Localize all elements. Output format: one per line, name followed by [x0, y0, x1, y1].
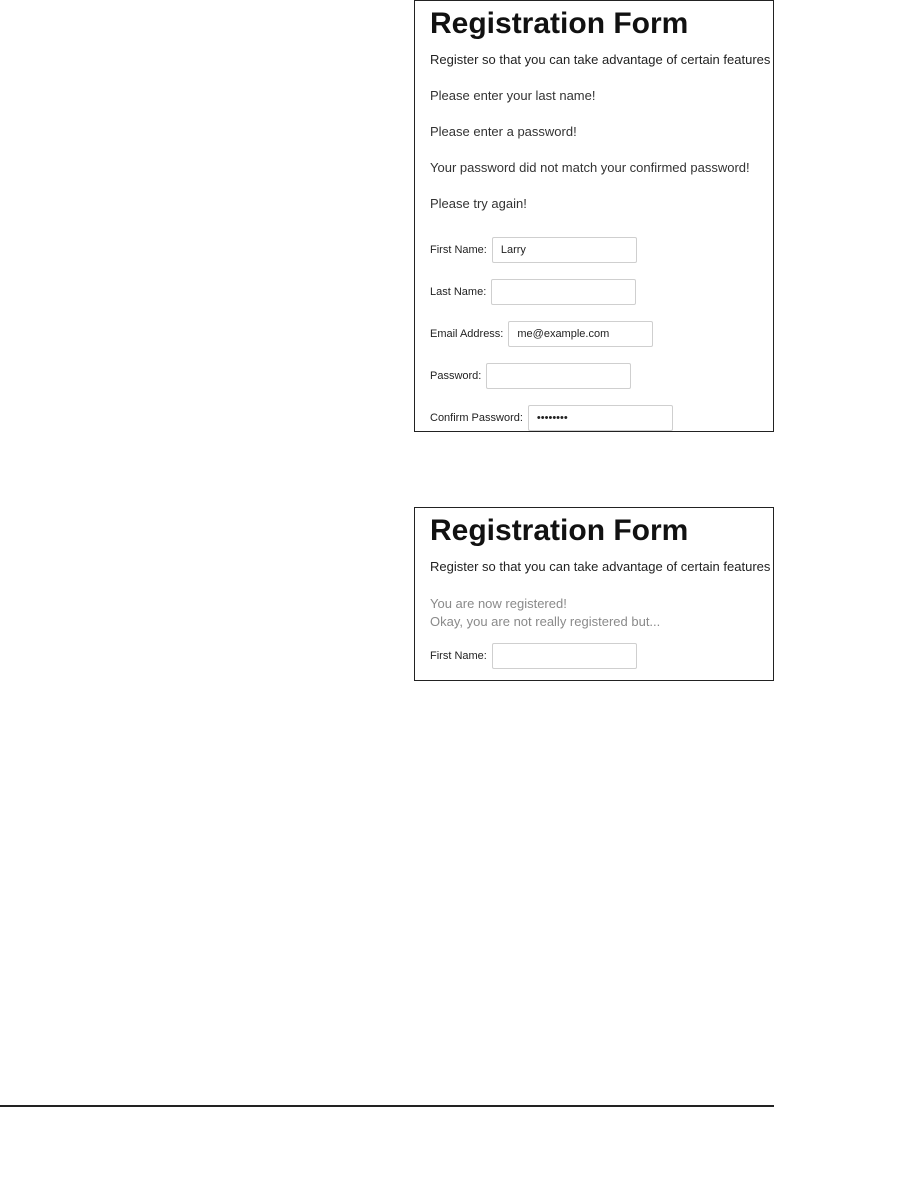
last-name-row — [430, 279, 773, 305]
password-label: Password: — [430, 370, 482, 382]
first-name-input[interactable] — [492, 237, 637, 263]
success-message — [430, 595, 773, 631]
page-title: Registration Form — [430, 514, 689, 547]
registration-form-success-panel — [414, 507, 774, 681]
confirm-password-input[interactable] — [528, 405, 673, 431]
password-input[interactable] — [486, 363, 631, 389]
page-divider — [0, 1105, 774, 1107]
confirm-password-row — [430, 405, 773, 431]
first-name-label: First Name: — [430, 244, 487, 256]
error-message: Please enter a password! — [430, 124, 577, 139]
error-message: Your password did not match your confirmed password! — [430, 160, 750, 175]
success-line: You are now registered! — [430, 596, 567, 611]
confirm-password-label: Confirm Password: — [430, 412, 523, 424]
form-content — [415, 1, 773, 431]
email-input[interactable] — [508, 321, 653, 347]
last-name-input[interactable] — [491, 279, 636, 305]
error-list — [430, 88, 773, 212]
success-line: Okay, you are not really registered but... — [430, 614, 661, 629]
form-intro-text: Register so that you can take advantage of certain features — [430, 559, 771, 574]
error-message: Please enter your last name! — [430, 88, 596, 103]
first-name-label: First Name: — [430, 650, 487, 662]
form-intro-text: Register so that you can take advantage of certain features — [430, 52, 771, 67]
password-row — [430, 363, 773, 389]
first-name-input[interactable] — [492, 643, 637, 669]
registration-form-error-panel — [414, 0, 774, 432]
last-name-label: Last Name: — [430, 286, 487, 298]
first-name-row — [430, 237, 773, 263]
form-content — [415, 508, 773, 669]
email-row — [430, 321, 773, 347]
first-name-row — [430, 643, 773, 669]
email-label: Email Address: — [430, 328, 504, 340]
page-title: Registration Form — [430, 7, 689, 40]
error-message: Please try again! — [430, 196, 527, 211]
